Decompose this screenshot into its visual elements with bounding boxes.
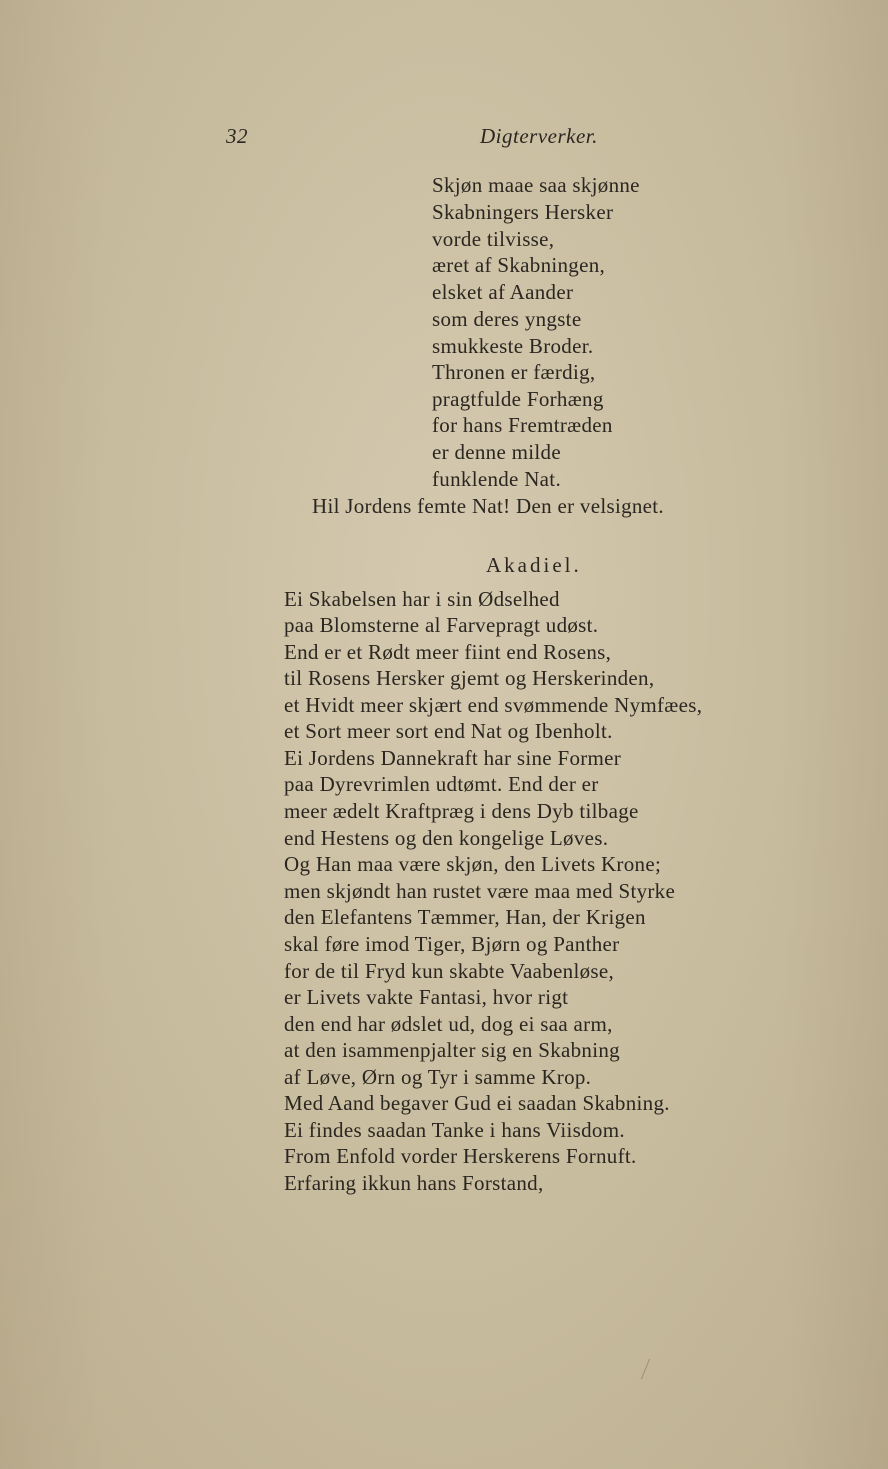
verse-line: er denne milde [432,440,561,464]
verse-line: et Sort meer sort end Nat og Ibenholt. [284,719,613,743]
verse-line: Ei Skabelsen har i sin Ødselhed [284,587,560,611]
verse-line: som deres yngste [432,307,582,331]
verse-line: for hans Fremtræden [432,413,613,437]
verse-line: meer ædelt Kraftpræg i dens Dyb tilbage [284,799,639,823]
verse-line: vorde tilvisse, [432,227,555,251]
verse-line: funklende Nat. [432,467,561,491]
verse-line: æret af Skabningen, [432,253,606,277]
verse-line: Thronen er færdig, [432,360,596,384]
verse-line: End er et Rødt meer fiint end Rosens, [284,640,612,664]
verse-closing-line: Hil Jordens femte Nat! Den er velsignet. [312,494,664,518]
verse-line: Skabningers Hersker [432,200,614,224]
verse-line: smukkeste Broder. [432,334,594,358]
verse-line: pragtfulde Forhæng [432,387,604,411]
verse-line: men skjøndt han rustet være maa med Styrke [284,879,676,903]
verse-line: skal føre imod Tiger, Bjørn og Panther [284,932,620,956]
verse-line: Ei Jordens Dannekraft har sine Former [284,746,622,770]
verse-line: Erfaring ikkun hans Forstand, [284,1171,544,1195]
verse-line: for de til Fryd kun skabte Vaabenløse, [284,959,615,983]
verse-line: den Elefantens Tæmmer, Han, der Krigen [284,905,646,929]
verse-line: Og Han maa være skjøn, den Livets Krone; [284,852,662,876]
verse-line: til Rosens Hersker gjemt og Herskerinden, [284,666,655,690]
verse-line: paa Dyrevrimlen udtømt. End der er [284,772,599,796]
speaker-name: Akadiel. [486,553,582,577]
verse-line: den end har ødslet ud, dog ei saa arm, [284,1012,613,1036]
page-header [0,124,888,154]
verse-line: af Løve, Ørn og Tyr i samme Krop. [284,1065,592,1089]
verse-line: et Hvidt meer skjært end svømmende Nymfæes, [284,693,703,717]
paper-mark [641,1359,650,1380]
verse-line: er Livets vakte Fantasi, hvor rigt [284,985,569,1009]
running-title: Digterverker. [480,124,598,148]
verse-line: paa Blomsterne al Farvepragt udøst. [284,613,599,637]
verse-line: Med Aand begaver Gud ei saadan Skabning. [284,1091,670,1115]
page-number: 32 [226,124,248,148]
verse-line: at den isammenpjalter sig en Skabning [284,1038,620,1062]
verse-line: end Hestens og den kongelige Løves. [284,826,609,850]
verse-line: Ei findes saadan Tanke i hans Viisdom. [284,1118,625,1142]
verse-line: From Enfold vorder Herskerens Fornuft. [284,1144,637,1168]
verse-line: elsket af Aander [432,280,574,304]
verse-line: Skjøn maae saa skjønne [432,173,640,197]
